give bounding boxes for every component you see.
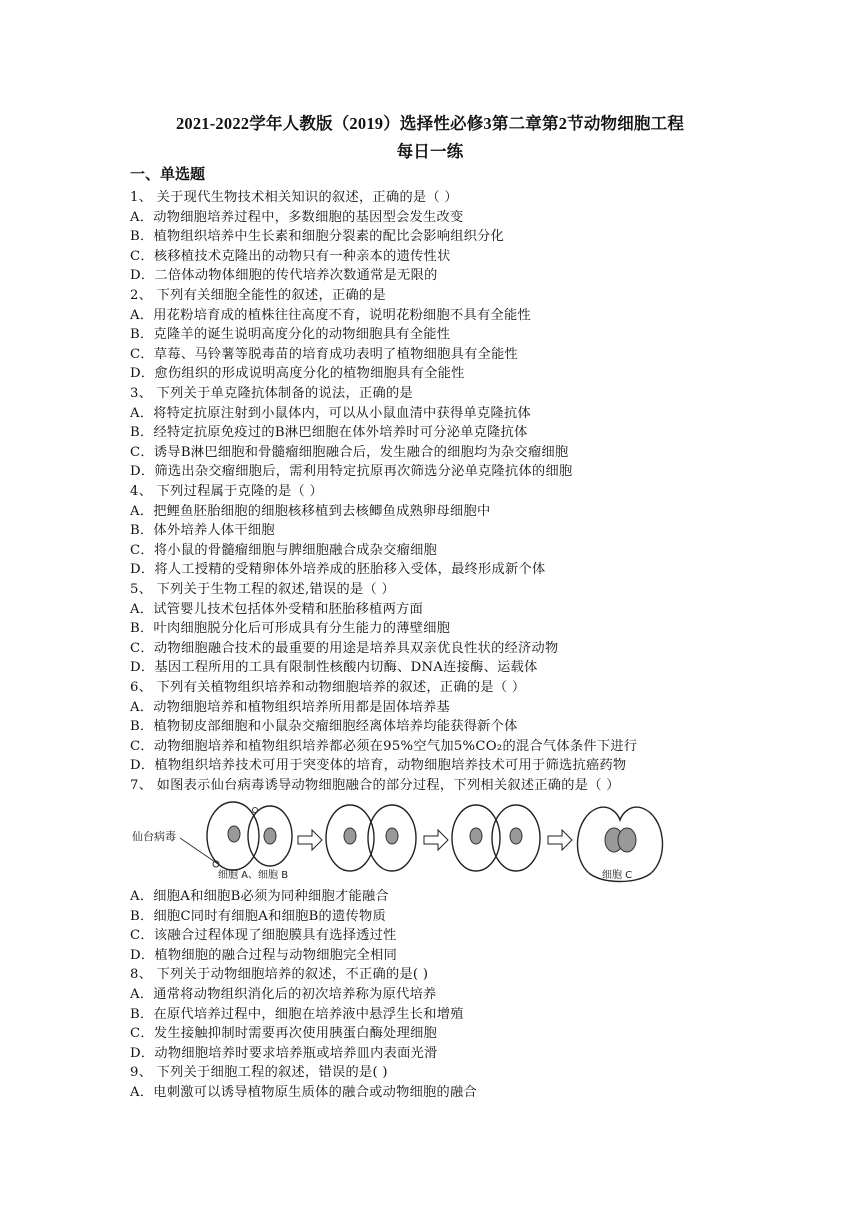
question-line: B．植物韧皮部细胞和小鼠杂交瘤细胞经离体培养均能获得新个体 [130, 719, 518, 735]
arrow-1-icon [298, 830, 322, 850]
question-line: A．细胞A和细胞B必须为同种细胞才能融合 [130, 889, 389, 904]
question-line: D．动物细胞培养时要求培养瓶或培养皿内表面光滑 [130, 1045, 438, 1061]
question-line: B．在原代培养过程中，细胞在培养液中悬浮生长和增殖 [130, 1006, 464, 1022]
question-line: C．该融合过程体现了细胞膜具有选择透过性 [130, 928, 397, 944]
cell-a-nucleus [228, 826, 240, 842]
question-line: 9、 下列关于细胞工程的叙述，错误的是( ) [130, 1065, 388, 1081]
question-line: D．植物组织培养技术可用于突变体的培育，动物细胞培养技术可用于筛选抗癌药物 [130, 758, 627, 774]
question-line: A．试管婴儿技术包括体外受精和胚胎移植两方面 [130, 601, 424, 617]
question-line: B．经特定抗原免疫过的B淋巴细胞在体外培养时可分泌单克隆抗体 [130, 425, 528, 441]
question-line: A．通常将动物组织消化后的初次培养称为原代培养 [130, 987, 437, 1002]
cell-b-nucleus [264, 828, 276, 844]
question-line: 5、 下列关于生物工程的叙述,错误的是（ ） [130, 582, 395, 597]
cell-ab-label: 细胞 A、细胞 B [218, 870, 289, 881]
section-heading: 一、单选题 [130, 165, 206, 183]
question-line: 4、 下列过程属于克隆的是（ ） [130, 484, 324, 499]
question-line: D．愈伤组织的形成说明高度分化的植物细胞具有全能性 [130, 366, 465, 382]
question-line: A．将特定抗原注射到小鼠体内，可以从小鼠血清中获得单克隆抗体 [130, 405, 531, 421]
question-line: A．把鲤鱼胚胎细胞的细胞核移植到去核鲫鱼成熟卵母细胞中 [130, 503, 491, 519]
virus-dot [253, 808, 258, 813]
question-line: 1、 关于现代生物技术相关知识的叙述，正确的是（ ） [130, 190, 458, 205]
question-line: A．用花粉培育成的植株往往高度不育，说明花粉细胞不具有全能性 [130, 307, 531, 323]
question-line: B．细胞C同时有细胞A和细胞B的遗传物质 [130, 908, 386, 924]
question-line: 2、 下列有关细胞全能性的叙述，正确的是 [130, 288, 386, 303]
question-line: C．动物细胞融合技术的最重要的用途是培养具双亲优良性状的经济动物 [130, 640, 559, 656]
question-line: B．叶肉细胞脱分化后可形成具有分生能力的薄壁细胞 [130, 621, 451, 637]
cell-fusion-figure [130, 798, 690, 890]
document-subtitle: 每日一练 [396, 142, 464, 161]
arrow-3-icon [548, 830, 572, 850]
question-line: D．植物细胞的融合过程与动物细胞完全相同 [130, 947, 398, 963]
question-line: D．二倍体动物体细胞的传代培养次数通常是无限的 [130, 268, 438, 284]
question-line: 8、 下列关于动物细胞培养的叙述，不正确的是( ) [130, 967, 429, 983]
question-line: B．植物组织培养中生长素和细胞分裂素的配比会影响组织分化 [130, 229, 505, 245]
question-line: A．电刺激可以诱导植物原生质体的融合或动物细胞的融合 [130, 1085, 478, 1100]
question-line: C．诱导B淋巴细胞和骨髓瘤细胞融合后，发生融合的细胞均为杂交瘤细胞 [130, 444, 569, 460]
question-line: B．克隆羊的诞生说明高度分化的动物细胞具有全能性 [130, 327, 451, 343]
arrow-2-icon [424, 830, 448, 850]
question-line: C．动物细胞培养和植物组织培养都必须在95%空气加5%CO₂的混合气体条件下进行 [130, 738, 638, 754]
cell-c-nucleus [618, 828, 636, 852]
question-line: A．动物细胞培养和植物组织培养所用都是固体培养基 [130, 699, 451, 715]
question-line: C．发生接触抑制时需要再次使用胰蛋白酶处理细胞 [130, 1026, 438, 1042]
question-line: D．基因工程所用的工具有限制性核酸内切酶、DNA连接酶、运载体 [130, 660, 538, 676]
virus-pointer [180, 838, 218, 864]
virus-label: 仙台病毒 [132, 830, 176, 843]
document-title: 2021-2022学年人教版（2019）选择性必修3第二章第2节动物细胞工程 [175, 114, 685, 133]
question-line: 3、 下列关于单克隆抗体制备的说法，正确的是 [130, 386, 413, 401]
question-line: A．动物细胞培养过程中，多数细胞的基因型会发生改变 [130, 209, 464, 225]
question-line: D．将人工授精的受精卵体外培养成的胚胎移入受体，最终形成新个体 [130, 562, 546, 578]
question-line: 7、 如图表示仙台病毒诱导动物细胞融合的部分过程，下列相关叙述正确的是（ ） [130, 778, 620, 793]
question-line: C．核移植技术克隆出的动物只有一种亲本的遗传性状 [130, 248, 451, 264]
question-line: D．筛选出杂交瘤细胞后，需利用特定抗原再次筛选分泌单克隆抗体的细胞 [130, 464, 573, 480]
question-line: B．体外培养人体干细胞 [130, 523, 275, 539]
question-line: C．将小鼠的骨髓瘤细胞与脾细胞融合成杂交瘤细胞 [130, 542, 438, 558]
cell-c-label: 细胞 C [602, 870, 633, 881]
question-line: 6、 下列有关植物组织培养和动物细胞培养的叙述，正确的是（ ） [130, 680, 526, 695]
question-line: C．草莓、马铃薯等脱毒苗的培育成功表明了植物细胞具有全能性 [130, 346, 519, 362]
